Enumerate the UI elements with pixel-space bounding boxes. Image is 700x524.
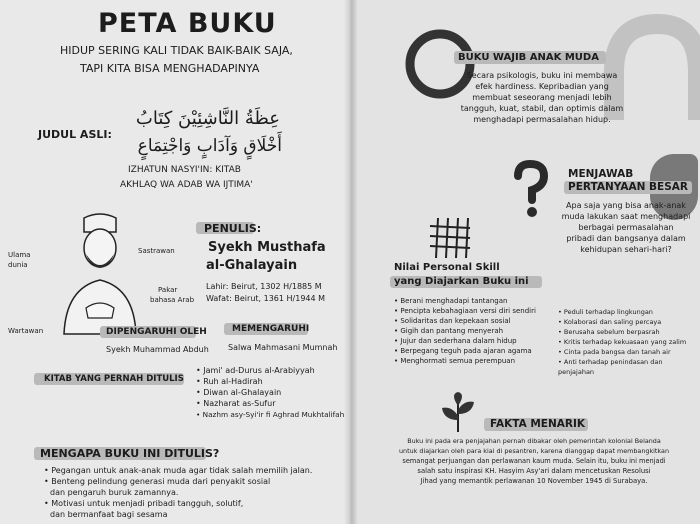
subtitle-line-2: TAPI KITA BISA MENGHADAPINYA [80, 62, 260, 75]
mengapa-list [44, 465, 344, 520]
nilai-item: • Solidaritas dan kepekaan sosial [394, 316, 564, 326]
mengapa-item-cont: dan pengaruh buruk zamannya. [50, 488, 179, 497]
nilai-item: • Gigih dan pantang menyerah [394, 326, 564, 336]
subtitle-line-1: HIDUP SERING KALI TIDAK BAIK-BAIK SAJA, [60, 44, 293, 57]
menjawab-text: Apa saja yang bisa anak-anak muda lakukan saat menghadapi berbagai permasalahan pribadi dan bangsanya dalam kehidupan sehari-hari? [561, 201, 691, 254]
transliteration-line-1: IZHATUN NASYI'IN: KITAB [128, 165, 241, 175]
mengapa-label: MENGAPA BUKU INI DITULIS? [40, 447, 220, 460]
nilai-list-left [394, 296, 564, 366]
fakta-text: Buku ini pada era penjajahan pernah dibakar oleh pemerintah kolonial Belanda untuk diajarkan oleh para kiai di pesantren, karena dianggap dapat membangkitkan semangat perjuangan dan perlawanan kaum muda. Selain itu, buku ini menjadi salah satu inspirasi KH. Hasyim Asy'ari dalam mencetuskan Resolusi Jihad yang memantik perlawanan 10 November 1945 di Surabaya. [399, 437, 669, 485]
menjawab-label-2: PERTANYAAN BESAR [568, 181, 688, 193]
arabic-title-line-2: أَخْلَاقٍ وَآدَابٍ وَاجْتِمَاعٍ [137, 136, 282, 156]
kitab-label: KITAB YANG PERNAH DITULIS [44, 374, 184, 384]
kitab-list [196, 365, 346, 420]
nilai-item: • Berani menghadapi tantangan [394, 296, 564, 306]
memengaruhi-label: MEMENGARUHI [232, 324, 310, 334]
grid-hash-icon [428, 216, 472, 260]
nilai-item: • Menghormati semua perempuan [394, 356, 564, 366]
label-sastrawan: Sastrawan [138, 247, 175, 255]
author-name-line-2: al-Ghalayain [206, 258, 298, 273]
menjawab-label-1: MENJAWAB [568, 168, 634, 180]
nilai-item: • Kritis terhadap kekuasaan yang zalim [558, 337, 698, 347]
nilai-item: • Jujur dan sederhana dalam hidup [394, 336, 564, 346]
right-page [350, 0, 700, 524]
question-mark-icon [510, 160, 550, 220]
nilai-label-2: yang Diajarkan Buku ini [394, 276, 529, 287]
label-pakar-bahasa: bahasa Arab [150, 296, 195, 304]
penulis-label: PENULIS: [204, 222, 262, 235]
mengapa-item: • Benteng pelindung generasi muda dari penyakit sosial [44, 477, 271, 486]
author-portrait-illustration [50, 210, 150, 340]
wajib-label: BUKU WAJIB ANAK MUDA [458, 52, 599, 63]
judul-asli-label: JUDUL ASLI: [38, 128, 112, 141]
kitab-item: • Jami' ad-Durus al-Arabiyyah [196, 365, 346, 376]
memengaruhi-value: Salwa Mahmasani Mumnah [228, 343, 338, 352]
leaf-icon [438, 390, 478, 434]
label-pakar: Pakar [158, 286, 178, 294]
dipengaruhi-label: DIPENGARUHI OLEH [106, 327, 207, 337]
mengapa-item: • Motivasi untuk menjadi pribadi tangguh, solutif, [44, 499, 244, 508]
nilai-item: • Pencipta kebahagiaan versi diri sendiri [394, 306, 564, 316]
author-death: Wafat: Beirut, 1361 H/1944 M [206, 294, 326, 303]
wajib-text: Secara psikologis, buku ini membawa efek hardiness. Kepribadian yang membuat seseorang menjadi lebih tangguh, kuat, stabil, dan optimis dalam menghadapi permasalahan hidup. [460, 71, 624, 124]
nilai-item: • Cinta pada bangsa dan tanah air [558, 347, 698, 357]
nilai-item: • Berusaha sebelum berpasrah [558, 327, 698, 337]
nilai-item: • Berpegang teguh pada ajaran agama [394, 346, 564, 356]
dipengaruhi-value: Syekh Muhammad Abduh [106, 345, 209, 354]
kitab-item: • Nazharat as-Sufur [196, 398, 346, 409]
nilai-item: • Kolaborasi dan saling percaya [558, 317, 698, 327]
nilai-item: • Peduli terhadap lingkungan [558, 307, 698, 317]
mengapa-item-cont: dan bermanfaat bagi sesama [50, 510, 168, 519]
label-wartawan: Wartawan [8, 327, 44, 335]
nilai-item: • Anti terhadap penindasan dan penjajahan [558, 357, 698, 377]
nilai-label-1: Nilai Personal Skill [394, 262, 500, 273]
fakta-label: FAKTA MENARIK [490, 418, 586, 430]
author-name-line-1: Syekh Musthafa [208, 240, 326, 255]
kitab-item: • Ruh al-Hadirah [196, 376, 346, 387]
mengapa-item: • Pegangan untuk anak-anak muda agar tidak salah memilih jalan. [44, 466, 313, 475]
arabic-title-line-1: عِظَةُ النَّاشِئِيْنَ كِتَابُ [135, 108, 280, 129]
page-title: PETA BUKU [98, 8, 277, 39]
kitab-item: • Diwan al-Ghalayain [196, 387, 346, 398]
book-gutter-shadow [344, 0, 358, 524]
kitab-item: • Nazhm asy-Syi'ir fi Aghrad Mukhtalifah [196, 409, 346, 420]
label-dunia: dunia [8, 261, 28, 269]
nilai-list-right [558, 307, 698, 377]
label-ulama: Ulama [8, 251, 31, 259]
author-birth: Lahir: Beirut, 1302 H/1885 M [206, 282, 322, 291]
transliteration-line-2: AKHLAQ WA ADAB WA IJTIMA' [120, 180, 253, 190]
